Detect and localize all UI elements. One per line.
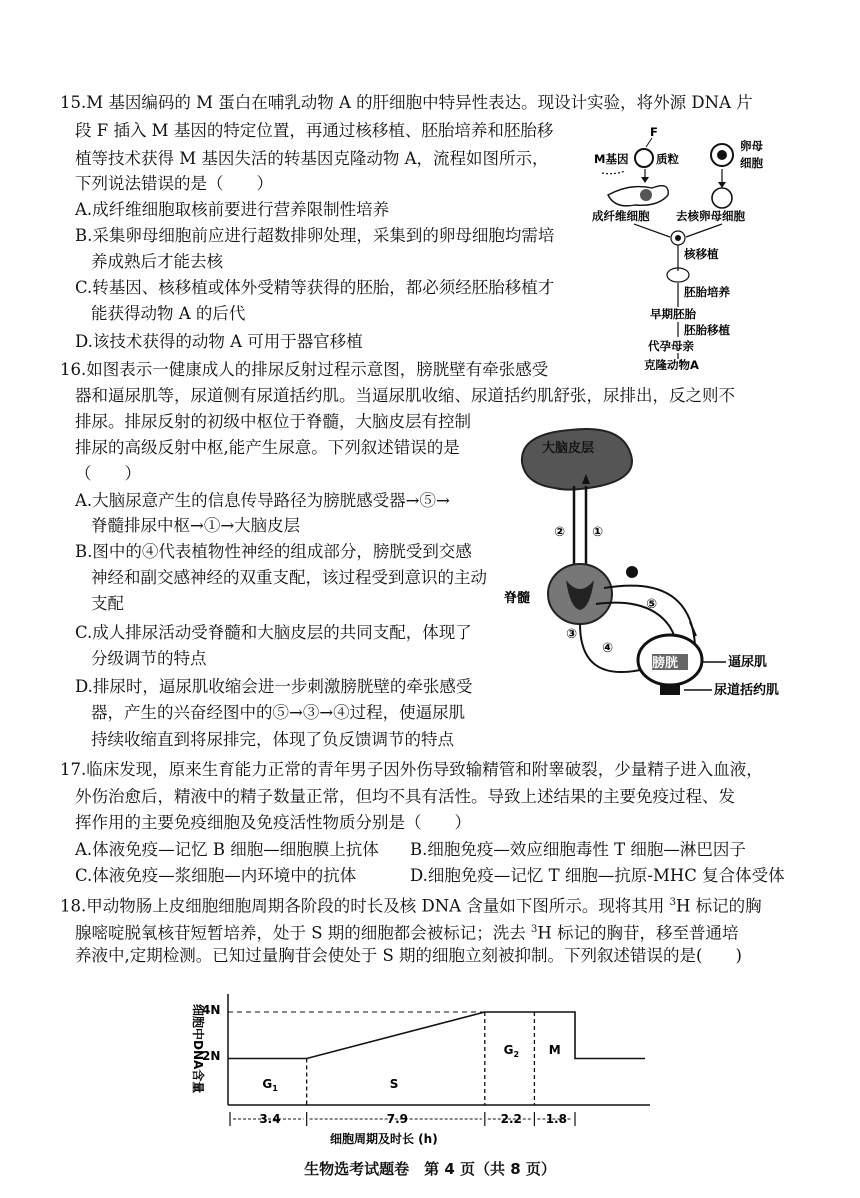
brain-cortex-icon — [522, 429, 632, 490]
phase-label: $G_2$ — [503, 1043, 520, 1059]
q15-oocyte-label-2: 细胞 — [740, 156, 763, 170]
q18-line-2-pre: 腺嘧啶脱氧核苷短暂培养，处于 S 期的细胞都会被标记；洗去 — [75, 923, 532, 943]
q16-option-a-cont: 脊髓排尿中枢→①→大脑皮层 — [91, 516, 301, 535]
q15-flow-diagram — [590, 125, 780, 370]
q15-transfer-label: 胚胎移植 — [684, 323, 730, 337]
q17-line-1: 17.临床发现，原来生育能力正常的青年男子因外伤导致输精管和附睾破裂，少量精子进入血液， — [60, 760, 763, 779]
q18-line-1 — [60, 892, 762, 918]
q15-culture-label: 胚胎培养 — [684, 285, 730, 299]
q16-cortex-label: 大脑皮层 — [542, 441, 595, 456]
q15-option-d[interactable]: D.该技术获得的动物 A 可用于器官移植 — [75, 332, 363, 351]
duration-label: 1.8 — [545, 1112, 567, 1126]
q17-option-b[interactable]: B.细胞免疫—效应细胞毒性 T 细胞—淋巴因子 — [410, 840, 746, 859]
chart-ylabel: 细胞中DNA含量 — [191, 1004, 205, 1094]
q16-option-d[interactable]: D.排尿时，逼尿肌收缩会进一步刺激膀胱壁的牵张感受 — [75, 677, 473, 696]
q16-line-3: 排尿。排尿反射的初级中枢位于脊髓，大脑皮层有控制 — [75, 412, 471, 431]
q18-line-1-pre: 18.甲动物肠上皮细胞细胞周期各阶段的时长及核 DNA 含量如下图所示。现将其用 — [60, 896, 670, 916]
q18-line-1-post: H 标记的胸 — [675, 896, 762, 916]
duration-label: 7.9 — [386, 1112, 409, 1126]
q17-line-3: 挥作用的主要免疫细胞及免疫活性物质分别是（ ） — [75, 813, 471, 832]
q16-sphincter-label: 尿道括约肌 — [714, 683, 780, 698]
q15-clone-label: 克隆动物A — [644, 358, 699, 370]
q17-option-a[interactable]: A.体液免疫—记忆 B 细胞—细胞膜上抗体 — [75, 840, 379, 859]
q16-option-c[interactable]: C.成人排尿活动受脊髓和大脑皮层的共同支配，体现了 — [75, 623, 472, 642]
q15-option-a[interactable]: A.成纤维细胞取核前要进行营养限制性培养 — [75, 200, 390, 219]
q16-option-a[interactable]: A.大脑尿意产生的信息传导路径为膀胱感受器→⑤→ — [75, 491, 450, 510]
q16-bladder-label: 膀胱 — [652, 656, 679, 671]
q16-line-1: 16.如图表示一健康成人的排尿反射过程示意图，膀胱壁有牵张感受 — [60, 360, 549, 379]
q17-option-d[interactable]: D.细胞免疫—记忆 T 细胞—抗原-MHC 复合体受体 — [410, 866, 785, 885]
q17-option-c[interactable]: C.体液免疫—浆细胞—内环境中的抗体 — [75, 866, 357, 885]
q16-option-b-cont-1: 神经和副交感神经的双重支配，该过程受到意识的主动 — [91, 568, 487, 587]
q17-line-2: 外伤治愈后，精液中的精子数量正常，但均不具有活性。导致上述结果的主要免疫过程、发 — [75, 787, 735, 806]
q16-reflex-diagram — [500, 422, 800, 712]
q15-option-c-cont: 能获得动物 A 的后代 — [91, 304, 246, 323]
q16-option-b[interactable]: B.图中的④代表植物性神经的组成部分，膀胱受到交感 — [75, 542, 472, 561]
q15-option-c[interactable]: C.转基因、核移植或体外受精等获得的胚胎，都必须经胚胎移植才 — [75, 278, 555, 297]
q16-detrusor-label: 逼尿肌 — [728, 655, 768, 670]
phase-label: M — [548, 1043, 561, 1057]
phase-label: S — [389, 1077, 399, 1091]
q16-n2-label: ② — [554, 525, 566, 540]
q16-option-b-cont-2: 支配 — [91, 594, 124, 613]
chart-xlabel: 细胞周期及时长 (h) — [330, 1132, 438, 1146]
q15-line-3: 植等技术获得 M 基因失活的转基因克隆动物 A，流程如图所示， — [75, 149, 549, 168]
q15-line-1: 15.M 基因编码的 M 蛋白在哺乳动物 A 的肝细胞中特异性表达。现设计实验，将外源 DNA 片 — [60, 93, 753, 112]
q16-option-c-cont: 分级调节的特点 — [91, 649, 207, 668]
ytick-4n: 4N — [202, 1003, 221, 1017]
duration-label: 2.2 — [500, 1112, 522, 1126]
q16-option-d-cont-2: 持续收缩直到将尿排完，体现了负反馈调节的特点 — [91, 730, 454, 749]
q18-line-2 — [75, 919, 739, 945]
ytick-2n: 2N — [202, 1049, 221, 1063]
q16-option-d-cont-1: 器，产生的兴奋经图中的⑤→③→④过程，使逼尿肌 — [91, 703, 466, 722]
q16-line-5: （ ） — [75, 464, 141, 483]
q16-line-2: 器和逼尿肌等，尿道侧有尿道括约肌。当逼尿肌收缩、尿道括约肌舒张，尿排出，反之则不 — [75, 386, 735, 405]
q15-oocyte-label-1: 卵母 — [740, 139, 763, 153]
q16-n1-label: ① — [592, 525, 604, 540]
q16-spinal-label: 脊髓 — [504, 591, 531, 606]
q16-n3-label: ③ — [566, 627, 578, 642]
q16-n5-label: ⑤ — [646, 597, 658, 612]
q16-n4-label: ④ — [602, 641, 614, 656]
q15-nt-label: 核移植 — [684, 247, 719, 261]
phase-label: $G_1$ — [262, 1077, 278, 1093]
q15-fibroblast-label: 成纤维细胞 — [592, 209, 650, 223]
q15-plasmid-label: 质粒 — [656, 152, 679, 166]
q15-enucleated-label: 去核卵母细胞 — [676, 209, 745, 223]
q18-sup-1: 3 — [669, 897, 676, 908]
page-footer: 生物选考试题卷 第 4 页（共 8 页） — [304, 1160, 556, 1178]
q18-line-3: 养液中,定期检测。已知过量胸苷会使处于 S 期的细胞立刻被抑制。下列叙述错误的是( ) — [75, 946, 742, 965]
plasmid-icon — [635, 149, 653, 167]
q15-f-label: F — [650, 125, 658, 139]
duration-label: 3.4 — [259, 1112, 281, 1126]
q15-line-4: 下列说法错误的是（ ） — [75, 174, 273, 193]
q15-embryo-label: 早期胚胎 — [650, 307, 696, 321]
q15-surrogate-label: 代孕母亲 — [648, 339, 694, 353]
q16-line-4: 排尿的高级反射中枢,能产生尿意。下列叙述错误的是 — [75, 438, 460, 457]
enucleated-oocyte-icon — [712, 188, 732, 208]
q15-option-b[interactable]: B.采集卵母细胞前应进行超数排卵处理，采集到的卵母细胞均需培 — [75, 226, 555, 245]
fibroblast-cell-icon — [608, 186, 668, 206]
q15-option-b-cont: 养成熟后才能去核 — [91, 252, 223, 271]
dna-content-chart — [180, 990, 650, 1150]
q15-line-2: 段 F 插入 M 基因的特定位置，再通过核移植、胚胎培养和胚胎移 — [75, 121, 554, 140]
dna-content-line — [230, 1012, 645, 1059]
q18-line-2-post: H 标记的胸苷，移至普通培 — [537, 923, 739, 943]
q15-m-gene-label: M基因 — [594, 152, 629, 166]
q18-sup-2: 3 — [531, 924, 538, 935]
